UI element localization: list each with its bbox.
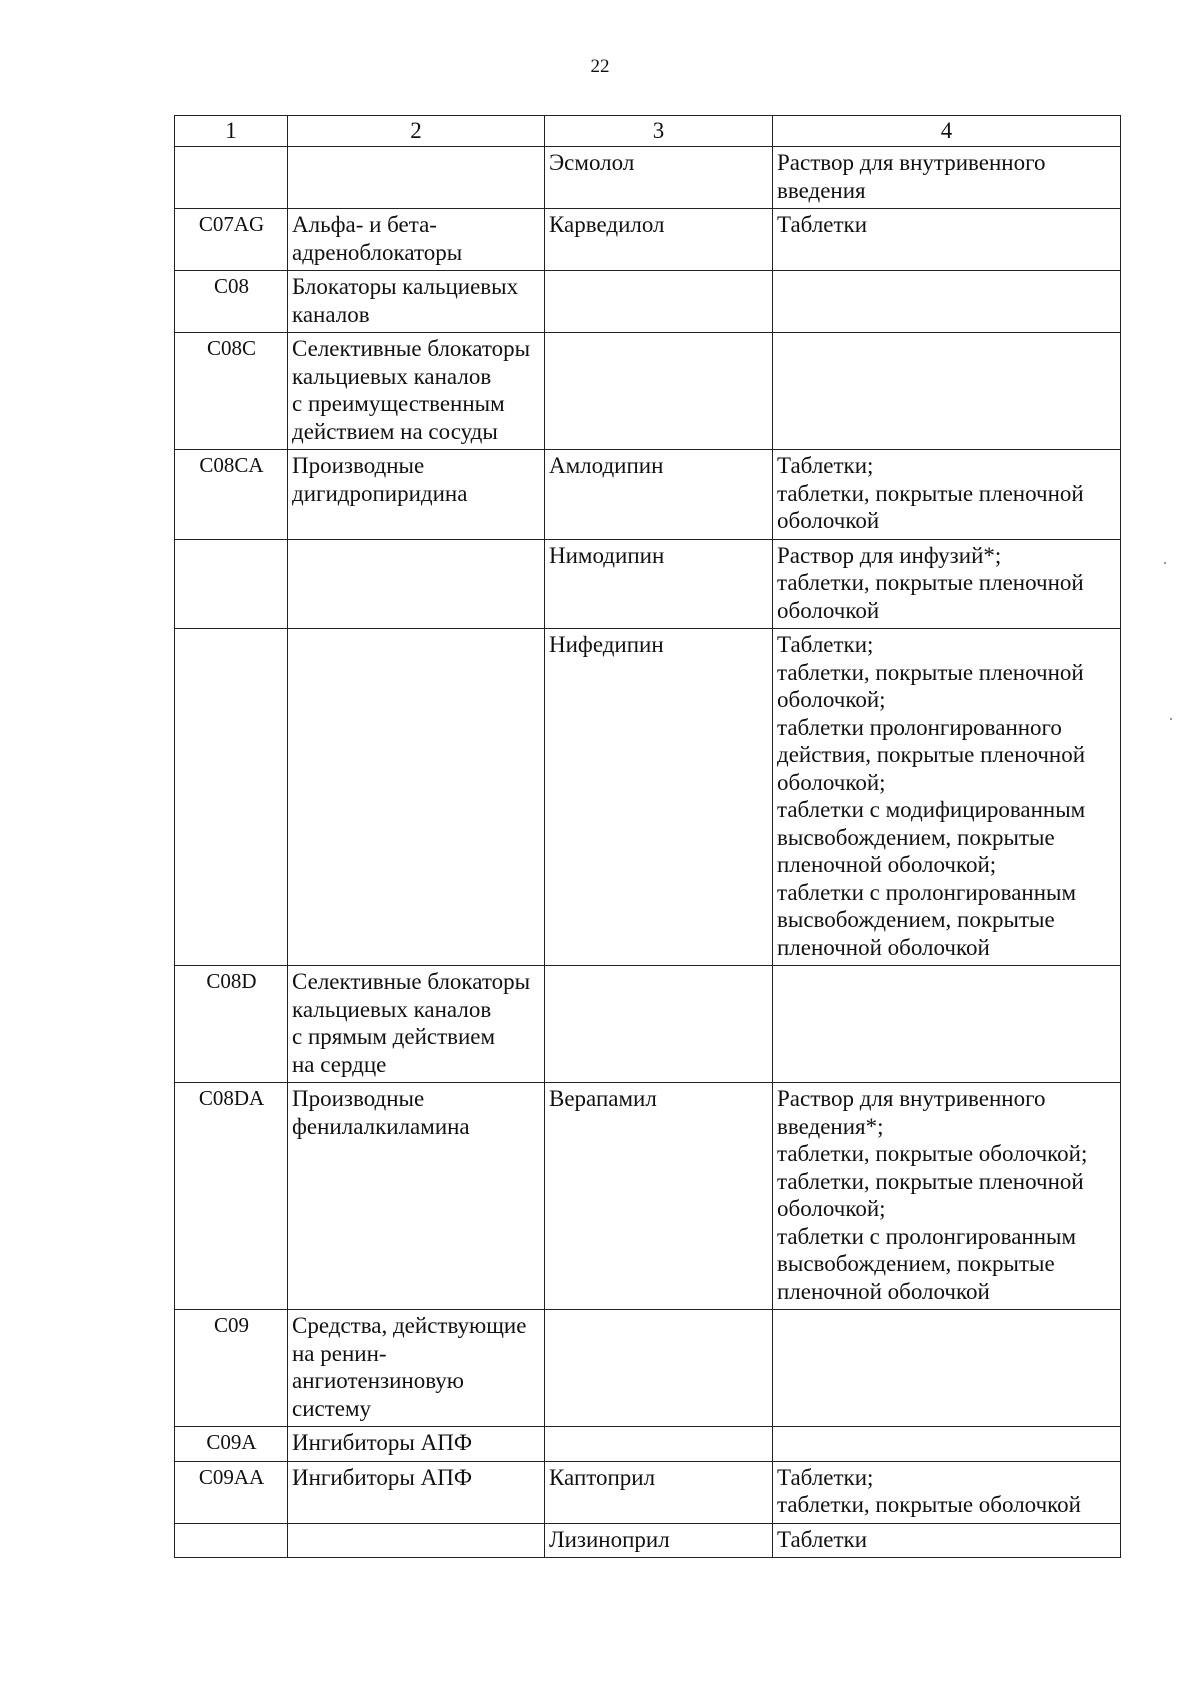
drug-name-cell: Амлодипин xyxy=(545,450,773,540)
group-name-cell: Блокаторы кальциевых каналов xyxy=(288,271,545,333)
atc-code-cell: C08 xyxy=(175,271,288,333)
scan-speck xyxy=(1170,718,1172,720)
drug-name-cell: Лизиноприл xyxy=(545,1523,773,1558)
dosage-form-cell: Раствор для внутривенного введения*; таблетки, покрытые оболочкой; таблетки, покрытые пленочной оболочкой; таблетки с пролонгированным высвобождением, покрытые пленочной оболочкой xyxy=(773,1083,1121,1310)
header-col-1: 1 xyxy=(175,116,288,147)
dosage-form-cell: Таблетки; таблетки, покрытые пленочной оболочкой; таблетки пролонгированного действия, покрытые пленочной оболочкой; таблетки с модифицированным высвобождением, покрытые пленочной оболочкой; таблетки с пролонгированным высвобождением, покрытые пленочной оболочкой xyxy=(773,629,1121,966)
dosage-form-cell: Таблетки; таблетки, покрытые пленочной оболочкой xyxy=(773,450,1121,540)
table-row xyxy=(175,1083,1121,1310)
atc-code-cell: C09 xyxy=(175,1310,288,1427)
atc-code-cell: C08C xyxy=(175,333,288,450)
group-name-cell xyxy=(288,1523,545,1558)
group-name-cell xyxy=(288,147,545,209)
table-row xyxy=(175,209,1121,271)
dosage-form-cell: Раствор для инфузий*; таблетки, покрытые пленочной оболочкой xyxy=(773,539,1121,629)
group-name-cell: Селективные блокаторы кальциевых каналов с прямым действием на сердце xyxy=(288,966,545,1083)
table-row xyxy=(175,539,1121,629)
atc-code-cell: C07AG xyxy=(175,209,288,271)
dosage-form-cell: Таблетки xyxy=(773,1523,1121,1558)
drug-name-cell: Эсмолол xyxy=(545,147,773,209)
drug-name-cell: Нимодипин xyxy=(545,539,773,629)
table-header xyxy=(175,116,1121,147)
drug-name-cell: Верапамил xyxy=(545,1083,773,1310)
table-body xyxy=(175,147,1121,1558)
scan-speck xyxy=(1164,562,1166,564)
group-name-cell: Ингибиторы АПФ xyxy=(288,1461,545,1523)
table-row xyxy=(175,1461,1121,1523)
atc-code-cell: C08DA xyxy=(175,1083,288,1310)
table-row xyxy=(175,1310,1121,1427)
atc-code-cell: C09AA xyxy=(175,1461,288,1523)
drug-name-cell: Карведилол xyxy=(545,209,773,271)
drug-name-cell: Каптоприл xyxy=(545,1461,773,1523)
table-row xyxy=(175,966,1121,1083)
dosage-form-cell xyxy=(773,271,1121,333)
group-name-cell: Производные фенилалкиламина xyxy=(288,1083,545,1310)
group-name-cell: Производные дигидропиридина xyxy=(288,450,545,540)
table-row xyxy=(175,450,1121,540)
table-row xyxy=(175,333,1121,450)
atc-code-cell xyxy=(175,147,288,209)
dosage-form-cell: Раствор для внутривенного введения xyxy=(773,147,1121,209)
header-col-3: 3 xyxy=(545,116,773,147)
drug-name-cell xyxy=(545,1310,773,1427)
header-col-2: 2 xyxy=(288,116,545,147)
group-name-cell: Альфа- и бета- адреноблокаторы xyxy=(288,209,545,271)
group-name-cell: Средства, действующие на ренин- ангиотензиновую систему xyxy=(288,1310,545,1427)
dosage-form-cell: Таблетки xyxy=(773,209,1121,271)
atc-code-cell: C08CA xyxy=(175,450,288,540)
table-row xyxy=(175,1427,1121,1462)
atc-code-cell: C08D xyxy=(175,966,288,1083)
atc-code-cell xyxy=(175,539,288,629)
group-name-cell xyxy=(288,629,545,966)
group-name-cell: Ингибиторы АПФ xyxy=(288,1427,545,1462)
atc-code-cell: C09A xyxy=(175,1427,288,1462)
table-row xyxy=(175,147,1121,209)
drug-name-cell xyxy=(545,1427,773,1462)
dosage-form-cell xyxy=(773,1427,1121,1462)
atc-code-cell xyxy=(175,629,288,966)
drug-name-cell xyxy=(545,333,773,450)
drug-table xyxy=(174,115,1121,1558)
drug-name-cell xyxy=(545,271,773,333)
atc-code-cell xyxy=(175,1523,288,1558)
group-name-cell xyxy=(288,539,545,629)
header-row xyxy=(175,116,1121,147)
dosage-form-cell xyxy=(773,1310,1121,1427)
dosage-form-cell xyxy=(773,333,1121,450)
page-number: 22 xyxy=(590,56,610,77)
dosage-form-cell xyxy=(773,966,1121,1083)
dosage-form-cell: Таблетки; таблетки, покрытые оболочкой xyxy=(773,1461,1121,1523)
table-row xyxy=(175,271,1121,333)
table-row xyxy=(175,629,1121,966)
group-name-cell: Селективные блокаторы кальциевых каналов с преимущественным действием на сосуды xyxy=(288,333,545,450)
header-col-4: 4 xyxy=(773,116,1121,147)
drug-name-cell xyxy=(545,966,773,1083)
table-row xyxy=(175,1523,1121,1558)
drug-name-cell: Нифедипин xyxy=(545,629,773,966)
